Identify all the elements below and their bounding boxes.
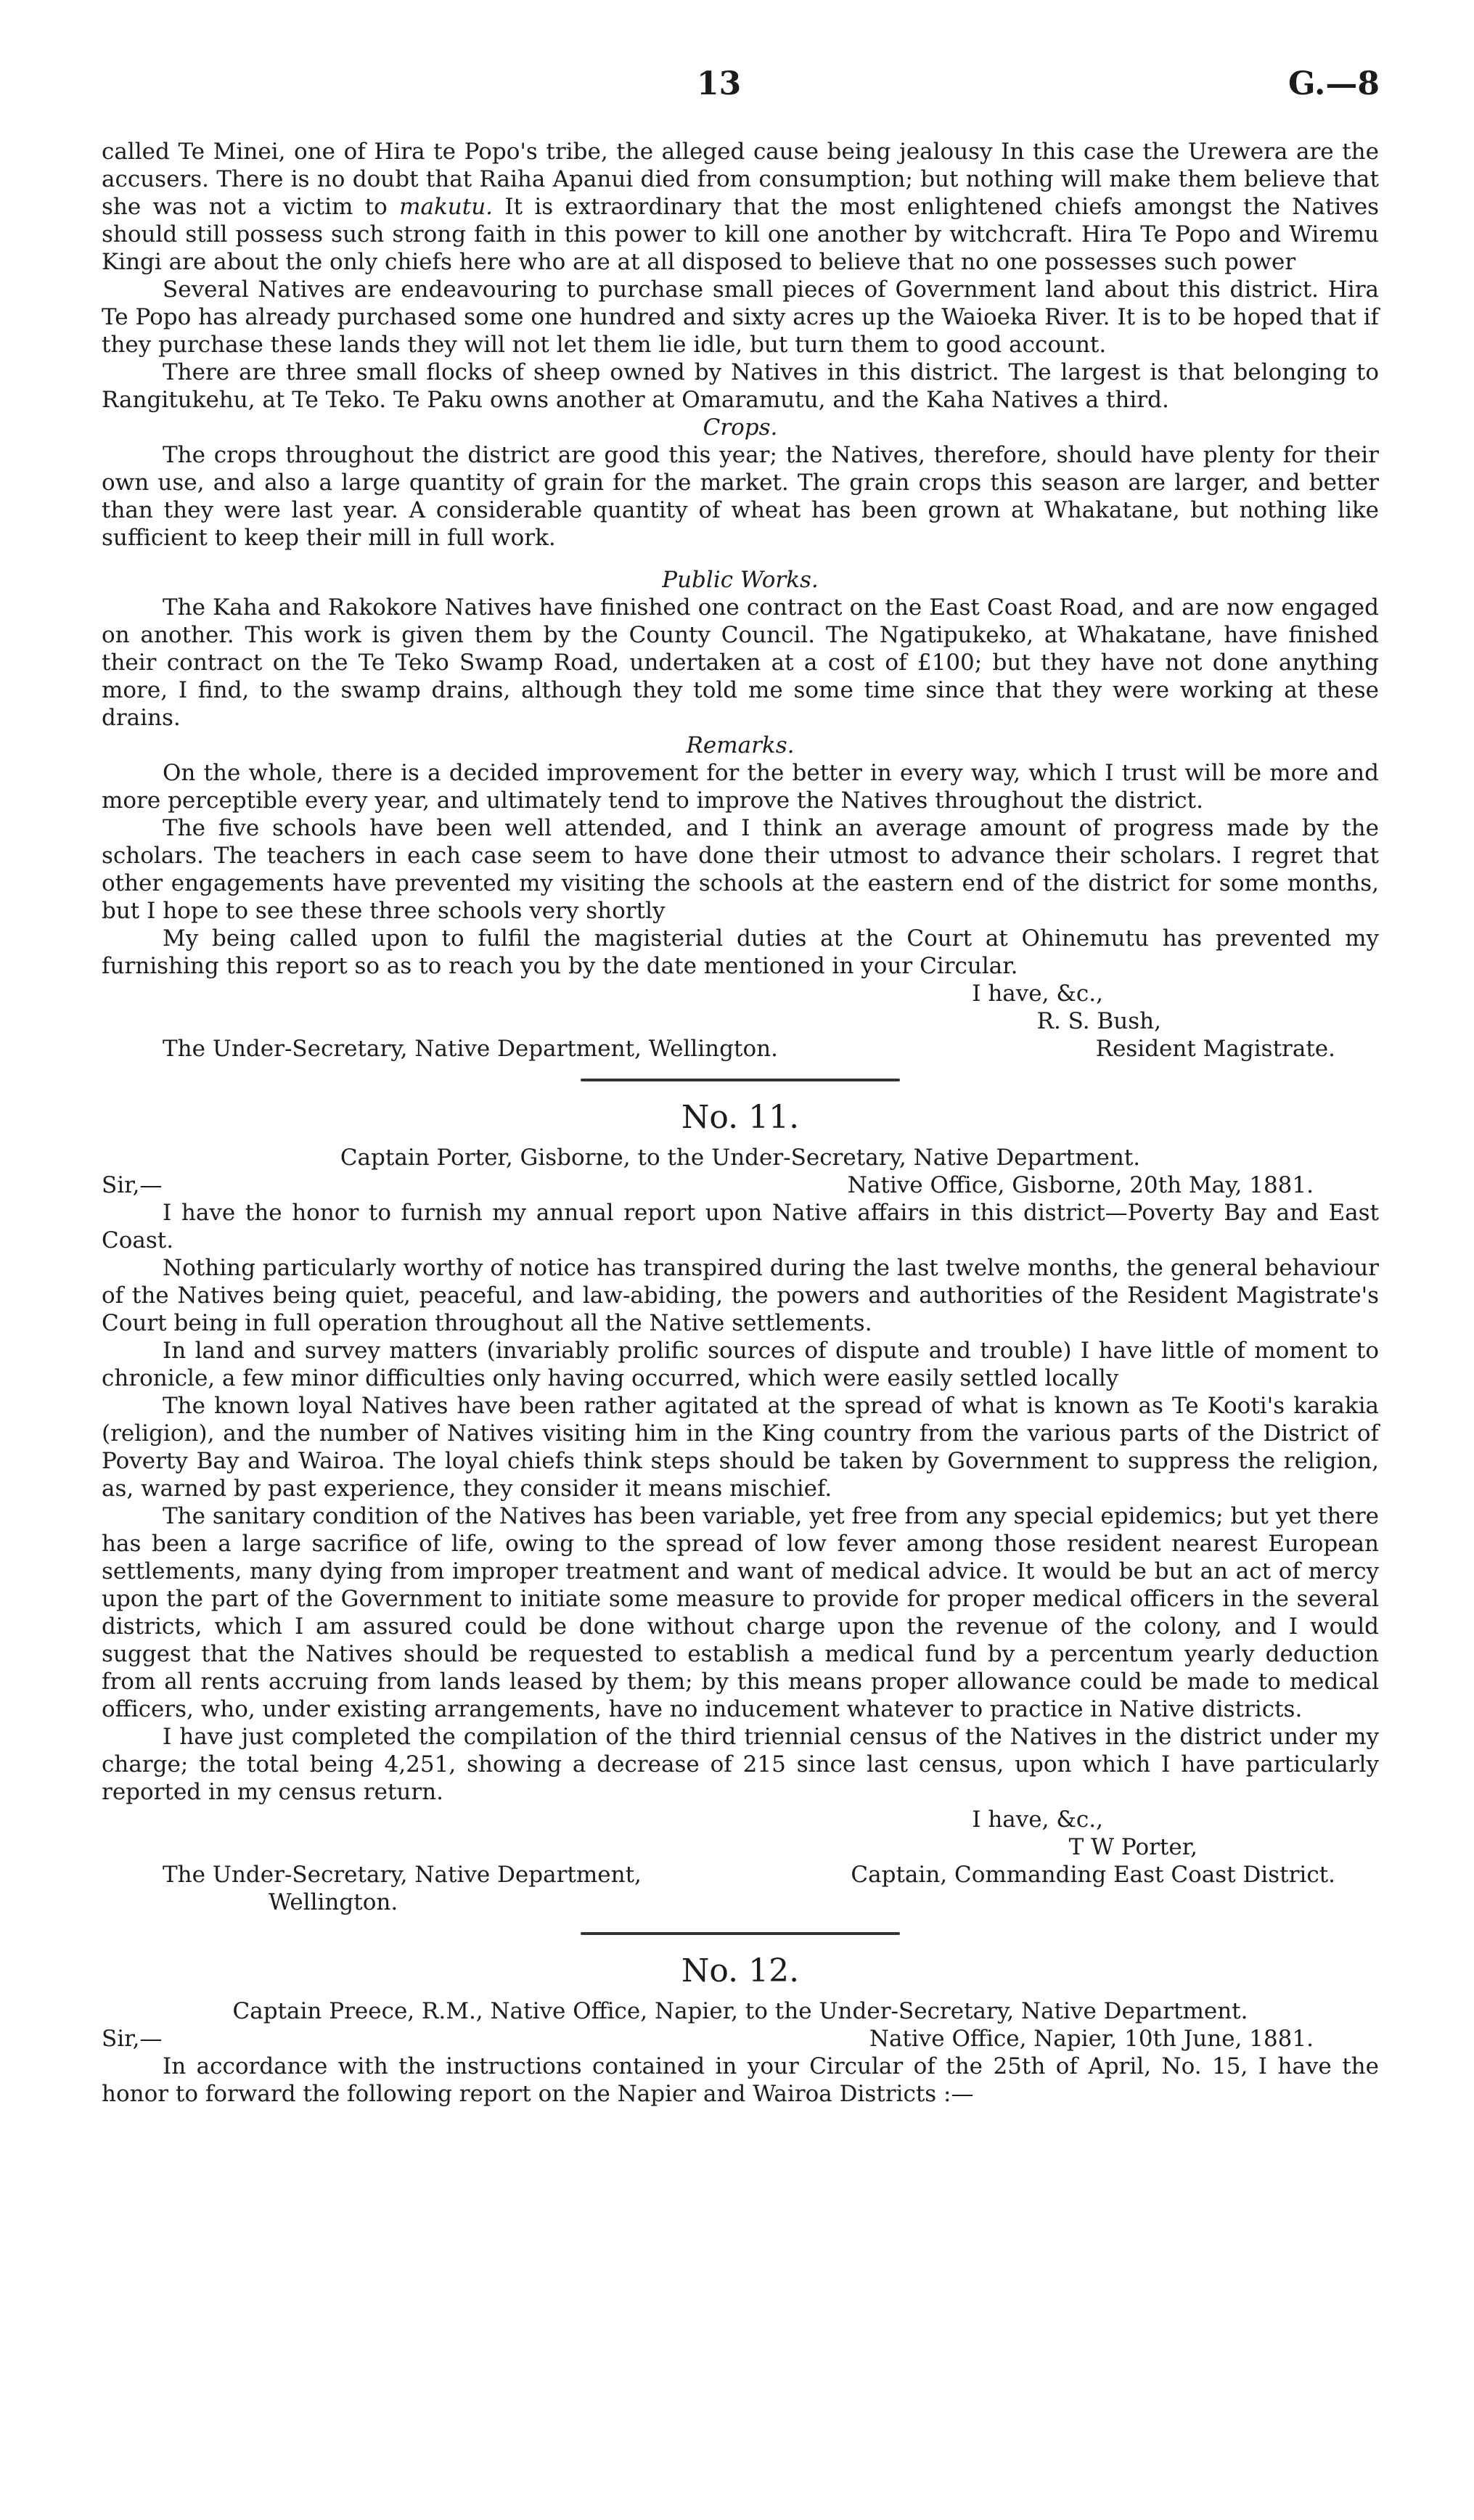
- section-heading-public-works: Public Works.: [662, 567, 819, 593]
- section-heading-crops: Crops.: [703, 414, 778, 441]
- paragraph: Nothing particularly worthy of notice has transpired during the last twelve months, the general behaviour of the Natives being quiet, peaceful, and law-abiding, the powers and authorities of the Resident Magistrate's Court being in full operation throughout all the Native settlements.: [102, 1255, 1379, 1336]
- section-heading-remarks: Remarks.: [686, 732, 795, 758]
- paragraph: I have just completed the compilation of the third triennial census of the Natives in the district under my charge; the total being 4,251, showing a decrease of 215 since last census, upon which I have particularly reported in my census return.: [102, 1724, 1379, 1805]
- addressee: The Under-Secretary, Native Department, Wellington.: [163, 1036, 778, 1062]
- letter-heading-no-12: No. 12.: [681, 1952, 800, 1989]
- letter-subheading: Captain Porter, Gisborne, to the Under-Secretary, Native Department.: [340, 1145, 1141, 1171]
- paragraph: My being called upon to fulfil the magisterial duties at the Court at Ohinemutu has prevented my furnishing this report so as to reach you by the date mentioned in your Circular.: [102, 925, 1379, 979]
- paragraph: The sanitary condition of the Natives has been variable, yet free from any special epidemics; but yet there has been a large sacrifice of life, owing to the spread of low fever among those resident nearest European settlements, many dying from improper treatment and want of medical advice. It would be but an act of mercy upon the part of the Government to initiate some measure to provide for proper medical officers in the several districts, which I am assured could be done without charge upon the revenue of the colony, and I would suggest that the Natives should be requested to establish a medical fund by a percentum yearly deduction from all rents accruing from lands leased by them; by this means proper allowance could be made to medical officers, who, under existing arrangements, have no inducement whatever to practice in Native districts.: [102, 1503, 1379, 1722]
- dateline: Native Office, Gisborne, 20th May, 1881.: [847, 1172, 1314, 1198]
- paragraph: There are three small flocks of sheep owned by Natives in this district. The largest is that belonging to Rangitukehu, at Te Teko. Te Paku owns another at Omaramutu, and the Kaha Natives a third.: [102, 359, 1379, 413]
- paragraph: called Te Minei, one of Hira te Popo's tribe, the alleged cause being jealousy In this case the Urewera are the accusers. There is no doubt that Raiha Apanui died from consumption; but nothing will make them believe that she was not a victim to makutu. It is extraordinary that the most enlightened chiefs amongst the Natives should still possess such strong faith in this power to kill one another by witchcraft. Hira Te Popo and Wiremu Kingi are about the only chiefs here who are at all disposed to believe that no one possesses such power: [102, 139, 1379, 275]
- signature: T W Porter,: [1068, 1834, 1197, 1860]
- paragraph: The five schools have been well attended, and I think an average amount of progress made by the scholars. The teachers in each case seem to have done their utmost to advance their scholars. I regret that other engagements have prevented my visiting the schools at the eastern end of the district for some months, but I hope to see these three schools very shortly: [102, 815, 1379, 924]
- paragraph: On the whole, there is a decided improvement for the better in every way, which I trust will be more and more perceptible every year, and ultimately tend to improve the Natives throughout the district.: [102, 760, 1379, 814]
- page-header: [0, 58, 1474, 116]
- closing: I have, &c.,: [972, 981, 1103, 1007]
- closing: I have, &c.,: [972, 1807, 1103, 1833]
- paragraph: In land and survey matters (invariably prolific sources of dispute and trouble) I have little of moment to chronicle, a few minor difficulties only having occurred, which were easily settled locally: [102, 1338, 1379, 1391]
- letter-subheading: Captain Preece, R.M., Native Office, Napier, to the Under-Secretary, Native Department.: [232, 1998, 1248, 2024]
- signature-row: [102, 1861, 1379, 1889]
- letter-heading-no-11: No. 11.: [681, 1099, 800, 1136]
- salutation-row: [102, 1171, 1379, 1199]
- divider: [581, 1079, 900, 1081]
- salutation-row: [102, 2025, 1379, 2053]
- salutation: Sir,—: [102, 1172, 163, 1198]
- addressee-city: Wellington.: [269, 1889, 398, 1915]
- paragraph: The crops throughout the district are good this year; the Natives, therefore, should have plenty for their own use, and also a large quantity of grain for the market. The grain crops this season are larger, and better than they were last year. A considerable quantity of wheat has been grown at Whakatane, but nothing like sufficient to keep their mill in full work.: [102, 442, 1379, 551]
- paragraph: I have the honor to furnish my annual report upon Native affairs in this district—Poverty Bay and East Coast.: [102, 1200, 1379, 1253]
- signatory-title: Resident Magistrate.: [1095, 1036, 1335, 1062]
- signature: R. S. Bush,: [1036, 1008, 1161, 1034]
- page-number: 13: [697, 65, 742, 102]
- signature-row: [102, 1035, 1379, 1063]
- divider: [581, 1932, 900, 1935]
- salutation: Sir,—: [102, 2026, 163, 2052]
- dateline: Native Office, Napier, 10th June, 1881.: [869, 2026, 1314, 2052]
- paragraph: In accordance with the instructions contained in your Circular of the 25th of April, No. 15, I have the honor to forward the following report on the Napier and Wairoa Districts :—: [102, 2053, 1379, 2107]
- signatory-title: Captain, Commanding East Coast District.: [851, 1862, 1335, 1888]
- paragraph: The known loyal Natives have been rather agitated at the spread of what is known as Te Kooti's karakia (religion), and the number of Natives visiting him in the King country from the various parts of the District of Poverty Bay and Wairoa. The loyal chiefs think steps should be taken by Government to suppress the religion, as, warned by past experience, they consider it means mischief.: [102, 1393, 1379, 1502]
- report-bush-continuation: [102, 138, 1379, 2108]
- paragraph: The Kaha and Rakokore Natives have finished one contract on the East Coast Road, and are now engaged on another. This work is given them by the County Council. The Ngatipukeko, at Whakatane, have finished their contract on the Te Teko Swamp Road, undertaken at a cost of £100; but they have not done anything more, I find, to the swamp drains, although they told me some time since that they were working at these drains.: [102, 594, 1379, 731]
- document-code: G.—8: [1288, 65, 1380, 102]
- addressee: The Under-Secretary, Native Department,: [163, 1862, 642, 1888]
- paragraph: Several Natives are endeavouring to purchase small pieces of Government land about this district. Hira Te Popo has already purchased some one hundred and sixty acres up the Waioeka River. It is to be hoped that if they purchase these lands they will not let them lie idle, but turn them to good account.: [102, 277, 1379, 358]
